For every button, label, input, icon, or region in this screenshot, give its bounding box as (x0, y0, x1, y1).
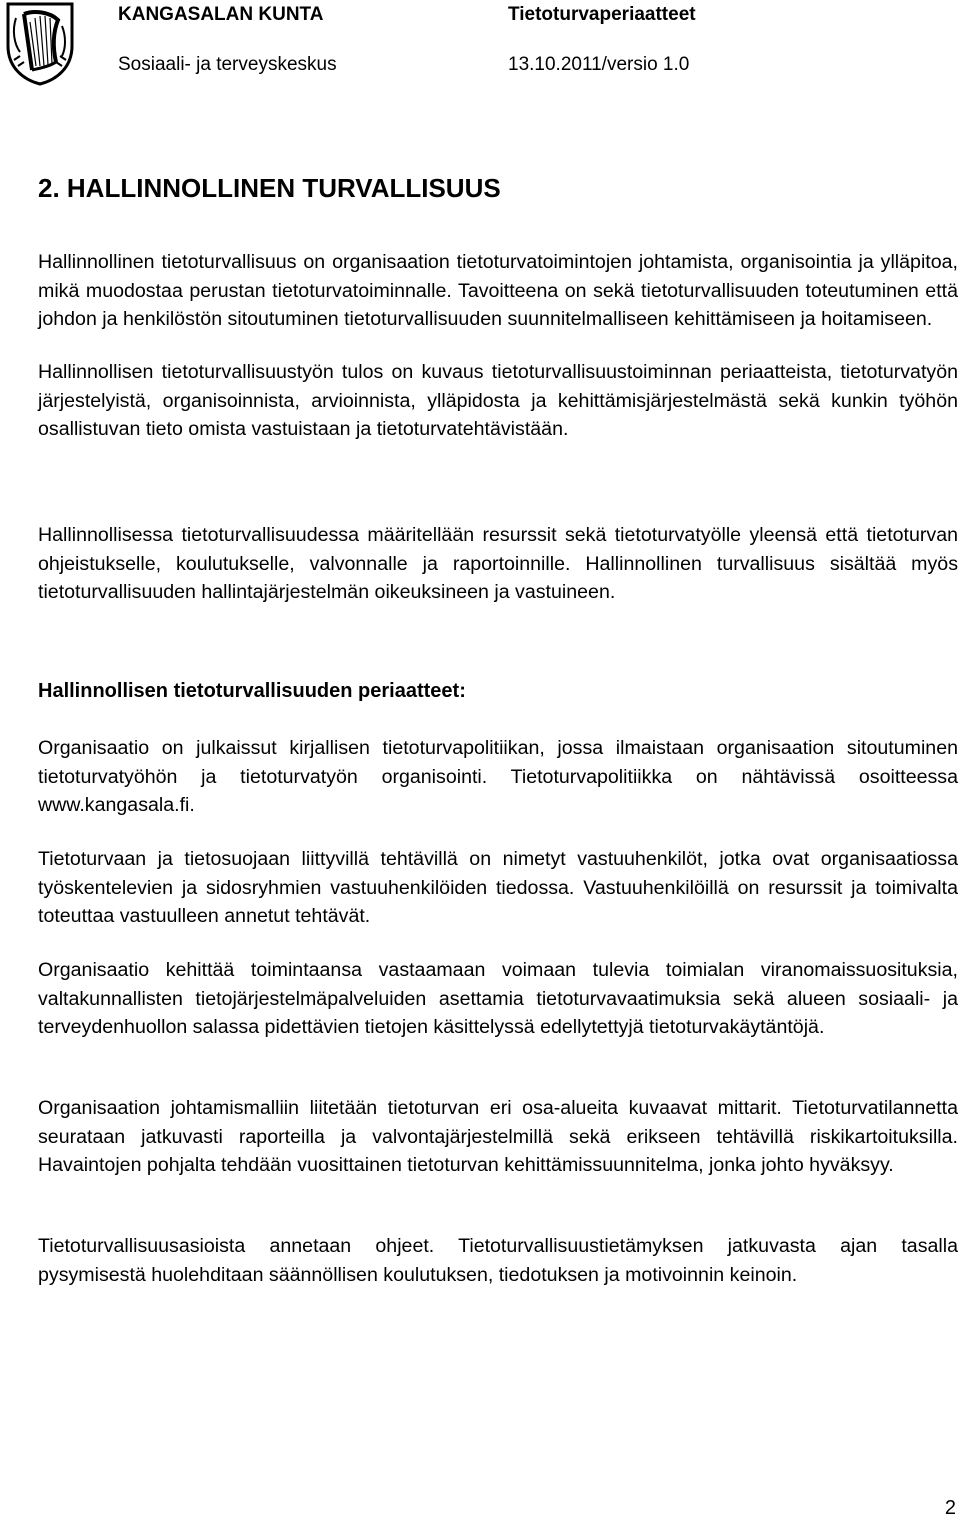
principle-paragraph-2: Tietoturvaan ja tietosuojaan liittyvillä tehtävillä on nimetyt vastuuhenkilöt, jotka ovat organisaatiossa työskentelevien ja sidosryhmien vastuuhenkilöiden tiedossa. Vastuuhenkilöillä on resurssit ja toimivalta toteuttaa vastuulleen annetut tehtävät. (38, 848, 958, 927)
document-title: Tietoturvaperiaatteet (508, 4, 696, 25)
principle-paragraph-5: Tietoturvallisuusasioista annetaan ohjeet. Tietoturvallisuustietämyksen jatkuvasta ajan tasalla pysymisestä huolehditaan säännöllisen koulutuksen, tiedotuksen ja motivoinnin keinoin. (38, 1235, 958, 1286)
principles-heading: Hallinnollisen tietoturvallisuuden periaatteet: (38, 680, 466, 702)
principle-paragraph-3: Organisaatio kehittää toimintaansa vastaamaan voimaan tulevia toimialan viranomaissuosituksia, valtakunnallisten tietojärjestelmäpalveluiden asettamia tietoturvavaatimuksia sekä alueen sosiaali- ja terveydenhuollon salassa pidettävien tietojen käsittelyssä edellytettyjä tietoturvakäytäntöjä. (38, 959, 958, 1038)
section-paragraph-2: Hallinnollisen tietoturvallisuustyön tulos on kuvaus tietoturvallisuustoiminnan periaatteista, tietoturvatyön järjestelyistä, organisoinnista, arvioinnista, ylläpidosta ja kehittämisjärjestelmästä sekä kunkin työhön osallistuvan tieto omista vastuistaan ja tietoturvatehtävistään. (38, 361, 958, 440)
date-version: 13.10.2011/versio 1.0 (508, 54, 690, 75)
section-paragraph-1: Hallinnollinen tietoturvallisuus on organisaation tietoturvatoimintojen johtamista, organisointia ja ylläpitoa, mikä muodostaa perustan tietoturvatoiminnalle. Tavoitteena on sekä tietoturvallisuuden toteutuminen että johdon ja henkilöstön sitoutuminen tietoturvallisuuden suunnitelmalliseen kehittämiseen ja hoitamiseen. (38, 251, 958, 330)
principle-paragraph-1: Organisaatio on julkaissut kirjallisen tietoturvapolitiikan, jossa ilmaistaan organisaation sitoutuminen tietoturvatyöhön ja tietoturvatyön organisointi. Tietoturvapolitiikka on nähtävissä osoitteessa www.kangasala.fi. (38, 737, 958, 816)
harp-coat-of-arms-icon (4, 0, 76, 86)
organization-name: KANGASALAN KUNTA (118, 4, 324, 25)
department-name: Sosiaali- ja terveyskeskus (118, 54, 337, 75)
section-paragraph-3: Hallinnollisessa tietoturvallisuudessa määritellään resurssit sekä tietoturvatyölle yleensä että tietoturvan ohjeistukselle, koulutukselle, valvonnalle ja raportoinnille. Hallinnollinen turvallisuus sisältää myös tietoturvallisuuden hallintajärjestelmän oikeuksineen ja vastuineen. (38, 524, 958, 603)
principle-paragraph-4: Organisaation johtamismalliin liitetään tietoturvan eri osa-alueita kuvaavat mittarit. Tietoturvatilannetta seurataan jatkuvasti raporteilla ja valvontajärjestelmillä sekä erikseen tehtävillä riskikartoituksilla. Havaintojen pohjalta tehdään vuosittainen tietoturvan kehittämissuunnitelma, jonka johto hyväksyy. (38, 1097, 958, 1176)
page-number: 2 (944, 1497, 956, 1519)
section-title: 2. HALLINNOLLINEN TURVALLISUUS (38, 173, 501, 203)
